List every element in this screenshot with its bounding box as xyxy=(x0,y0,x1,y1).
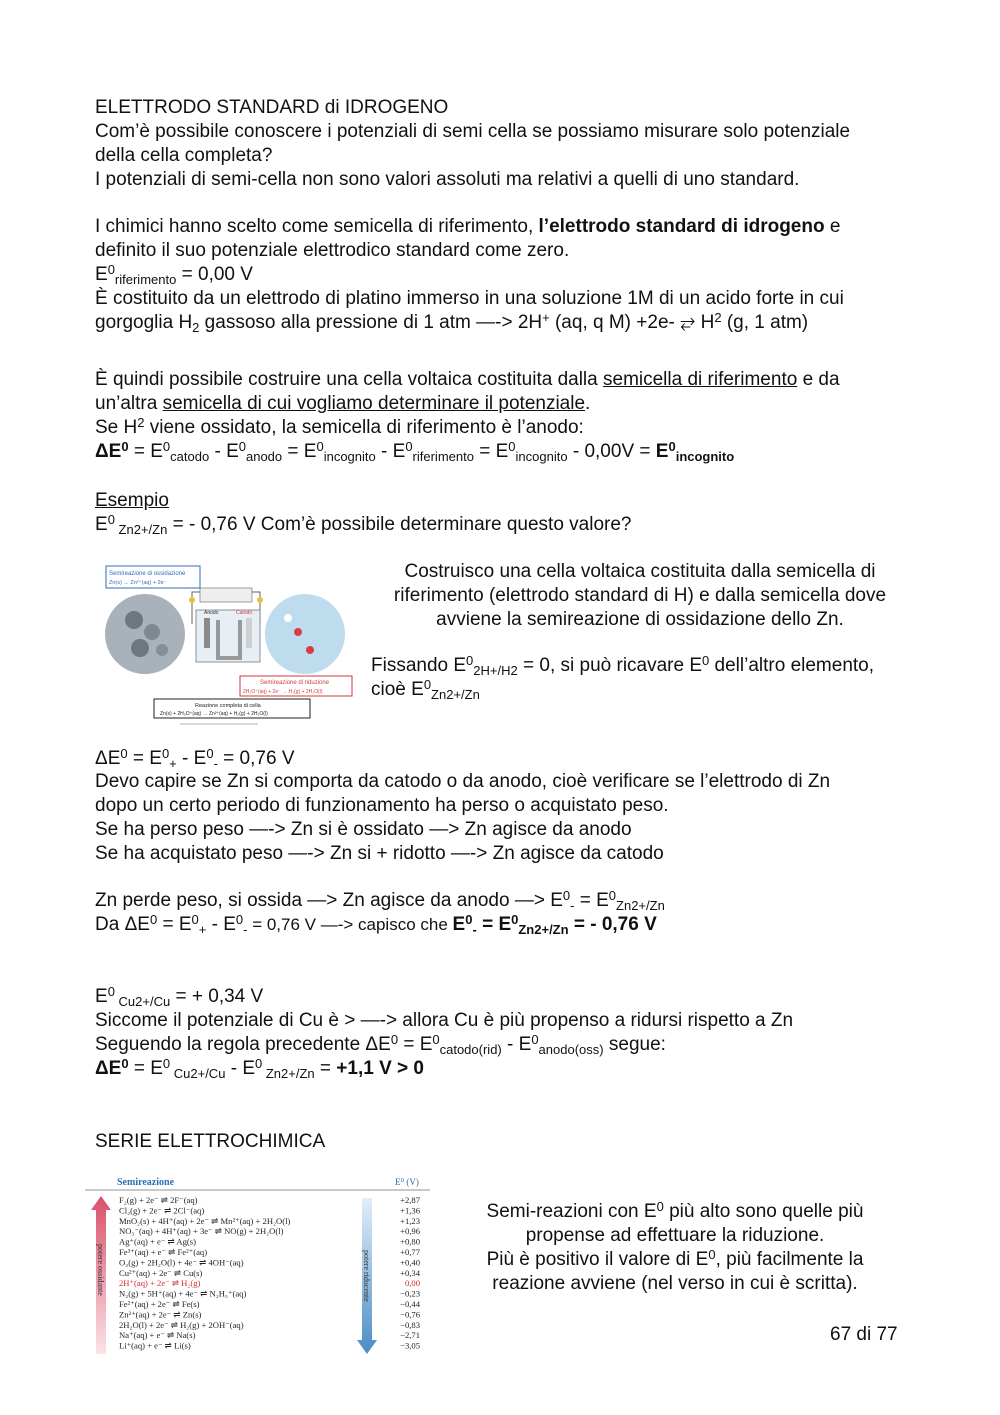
example-heading: Esempio xyxy=(95,490,169,511)
table-row-potential: −0,76 xyxy=(400,1309,420,1320)
table-row-potential: +1,23 xyxy=(400,1215,420,1226)
electrochemical-series-table xyxy=(85,1172,430,1360)
left-arrow-label: potere ossidante xyxy=(96,1244,105,1296)
reaction-hydrogen: gorgoglia $H_2$ gassoso alla pressione di 1 atm —-> 2H+ (aq, q M) +2e- ⥂ $H^2$ (g, 1 atm) xyxy=(95,310,809,335)
table-row-potential: −0,23 xyxy=(400,1288,420,1299)
paragraph-line: I chimici hanno scelto come semicella di riferimento, l’elettrodo standard di idrogeno e xyxy=(95,216,841,237)
paragraph-line: Da $\Delta E^0 = E^0_+ - E^0_- = 0,76$ V —-> capisco che $E^0_- = E^0_{Zn2+/Zn}$ = - 0,76 V xyxy=(95,912,657,937)
paragraph-line: Se $H^2$ viene ossidato, la semicella di riferimento è l’anodo: xyxy=(95,415,584,438)
table-row-reaction: N₂(g) + 5H⁺(aq) + 4e⁻ ⇌ N₂H₅⁺(aq) xyxy=(119,1288,247,1299)
figure-caption-2: Semi-reazioni con $E^0$ più alto sono quelle più propense ad effettuare la riduzione. Più è positivo il valore di $E^0$, più facilmente la reazione avviene (nel verso in cui è scritta). xyxy=(486,1199,864,1294)
table-row-reaction: Zn²⁺(aq) + 2e⁻ ⇌ Zn(s) xyxy=(119,1309,202,1320)
table-row-potential: +2,87 xyxy=(400,1195,420,1205)
reduction-equation: 2H₃O⁺(aq) + 2e⁻ → H₂(g) + 2H₂O(l) xyxy=(243,689,323,695)
voltaic-cell-figure xyxy=(100,562,360,727)
paragraph-line: Zn perde peso, si ossida —> Zn agisce da anodo —> $E^0_- = E^0_{Zn2+/Zn}$ xyxy=(95,888,665,913)
table-header-e0: E⁰ (V) xyxy=(395,1177,419,1187)
table-row-potential: +0,40 xyxy=(400,1257,420,1268)
paragraph-line: dopo un certo periodo di funzionamento ha perso o acquistato peso. xyxy=(95,795,669,816)
paragraph-line: Seguendo la regola precedente $\Delta E^0 = E^0_{catodo(rid)} - E^0_{anodo(oss)}$ segue: xyxy=(95,1032,666,1057)
table-row-potential: −0,83 xyxy=(400,1319,420,1330)
table-row-reaction: 2H₂O(l) + 2e⁻ ⇌ H₂(g) + 2OH⁻(aq) xyxy=(119,1319,244,1330)
equation-e0-riferimento: $E^0_{riferimento} = 0,00$ V xyxy=(95,262,253,287)
table-row-potential: −2,71 xyxy=(400,1330,420,1341)
formula-delta-e0: $\Delta E^0 = E^0_{catodo} - E^0_{anodo} = E^0_{incognito} - E^0_{riferimento} = E^0_{incognito} - 0,00V = E^0_{incognito}$ xyxy=(95,439,735,464)
page-number: 67 di 77 xyxy=(830,1324,898,1345)
total-reaction-equation: Zn(s) + 2H₃O⁺(aq) → Zn²⁺(aq) + H₂(g) + 2H₂O(l) xyxy=(160,711,268,717)
figure-caption-1: Costruisco una cella voltaica costituita dalla semicella di riferimento (elettrodo standard di H) e dalla semicella dove avviene la semireazione di ossidazione dello Zn. xyxy=(393,561,887,630)
paragraph-line: della cella completa? xyxy=(95,145,273,166)
total-reaction-title: Reazione completa di cella xyxy=(195,703,261,709)
paragraph-line: Siccome il potenziale di Cu è > —-> allora Cu è più propenso a ridursi rispetto a Zn xyxy=(95,1010,794,1031)
section-heading-electrode: ELETTRODO STANDARD di IDROGENO xyxy=(95,97,449,118)
section-heading-series: SERIE ELETTROCHIMICA xyxy=(95,1131,326,1152)
table-row-reaction: O₂(g) + 2H₂O(l) + 4e⁻ ⇌ 4OH⁻(aq) xyxy=(119,1257,244,1268)
paragraph-line: È quindi possibile costruire una cella voltaica costituita dalla semicella di riferimento e da xyxy=(95,369,840,390)
oxidation-title: Semireazione di ossidazione xyxy=(109,571,186,577)
formula-delta-e0-cu-zn: $\Delta E^0 = E^0$ $_{Cu2+/Cu} - E^0$ $_{Zn2+/Zn}$ = +1,1 V > 0 xyxy=(95,1056,424,1081)
paragraph-line: un’altra semicella di cui vogliamo determinare il potenziale. xyxy=(95,393,591,414)
paragraph-line: definito il suo potenziale elettrodico standard come zero. xyxy=(95,240,570,261)
table-row-reaction: 2H⁺(aq) + 2e⁻ ⇌ H₂(g) xyxy=(119,1278,201,1289)
table-row-reaction: Fe³⁺(aq) + e⁻ ⇌ Fe²⁺(aq) xyxy=(119,1247,208,1257)
paragraph-line: È costituito da un elettrodo di platino immerso in una soluzione 1M di un acido forte in cui xyxy=(95,288,844,309)
paragraph-line: Se ha acquistato peso —-> Zn si + ridotto —-> Zn agisce da catodo xyxy=(95,843,664,864)
table-row-potential: 0,00 xyxy=(404,1278,420,1289)
equation-e0-cu: $E^0$ $_{Cu2+/Cu}$ = + 0,34 V xyxy=(95,984,264,1009)
catodo-label: Catodo xyxy=(236,610,253,616)
paragraph-line: Se ha perso peso —-> Zn si è ossidato —> Zn agisce da anodo xyxy=(95,819,632,840)
paragraph-line: Com’è possibile conoscere i potenziali di semi cella se possiamo misurare solo potenziale xyxy=(95,121,851,142)
table-row-reaction: Cl₂(g) + 2e⁻ ⇌ 2Cl⁻(aq) xyxy=(119,1205,205,1216)
right-arrow-label: potere riducente xyxy=(362,1250,371,1302)
equation-e0-zn: $E^0$ $_{Zn2+/Zn}$ = - 0,76 V Com’è possibile determinare questo valore? xyxy=(95,512,632,537)
oxidation-equation: Zn(s) → Zn²⁺(aq) + 2e⁻ xyxy=(109,580,167,586)
table-row-potential: +1,36 xyxy=(400,1205,420,1216)
table-row-reaction: Cu²⁺(aq) + 2e⁻ ⇌ Cu(s) xyxy=(119,1267,203,1278)
table-row-reaction: NO₃⁻(aq) + 4H⁺(aq) + 3e⁻ ⇌ NO(g) + 2H₂O(l) xyxy=(119,1226,284,1237)
table-row-reaction: Ag⁺(aq) + e⁻ ⇌ Ag(s) xyxy=(119,1236,196,1247)
paragraph-line: Devo capire se Zn si comporta da catodo o da anodo, cioè verificare se l’elettrodo di Zn xyxy=(95,771,831,792)
table-row-reaction: Na⁺(aq) + e⁻ ⇌ Na(s) xyxy=(119,1330,196,1341)
table-row-reaction: Fe²⁺(aq) + 2e⁻ ⇌ Fe(s) xyxy=(119,1299,200,1309)
anodo-label: Anodo xyxy=(204,610,219,616)
table-row-potential: +0,34 xyxy=(400,1267,420,1278)
table-row-reaction: Li⁺(aq) + e⁻ ⇌ Li(s) xyxy=(119,1340,191,1351)
table-row-reaction: MnO₂(s) + 4H⁺(aq) + 2e⁻ ⇌ Mn²⁺(aq) + 2H₂O(l) xyxy=(119,1215,291,1226)
reduction-title: Semireazione di riduzione xyxy=(260,680,330,686)
table-row-reaction: F₂(g) + 2e⁻ ⇌ 2F⁻(aq) xyxy=(119,1195,198,1205)
table-row-potential: +0,77 xyxy=(400,1247,420,1257)
formula-delta-e0-zn: $\Delta E^0 = E^0_+ - E^0_- = 0,76$ V xyxy=(95,746,295,771)
table-row-potential: +0,80 xyxy=(400,1236,420,1247)
table-header-semireazione: Semireazione xyxy=(117,1177,175,1188)
side-line-cioe: cioè $E^0_{Zn2+/Zn}$ xyxy=(371,677,480,702)
side-line-fissando: Fissando $E^0_{2H+/H2} = 0$, si può ricavare $E^0$ dell’altro elemento, xyxy=(371,653,875,678)
table-row-potential: −3,05 xyxy=(400,1340,420,1351)
paragraph-line: I potenziali di semi-cella non sono valori assoluti ma relativi a quelli di uno standard. xyxy=(95,169,800,190)
table-row-potential: +0,96 xyxy=(400,1226,420,1237)
table-row-potential: −0,44 xyxy=(400,1299,420,1309)
